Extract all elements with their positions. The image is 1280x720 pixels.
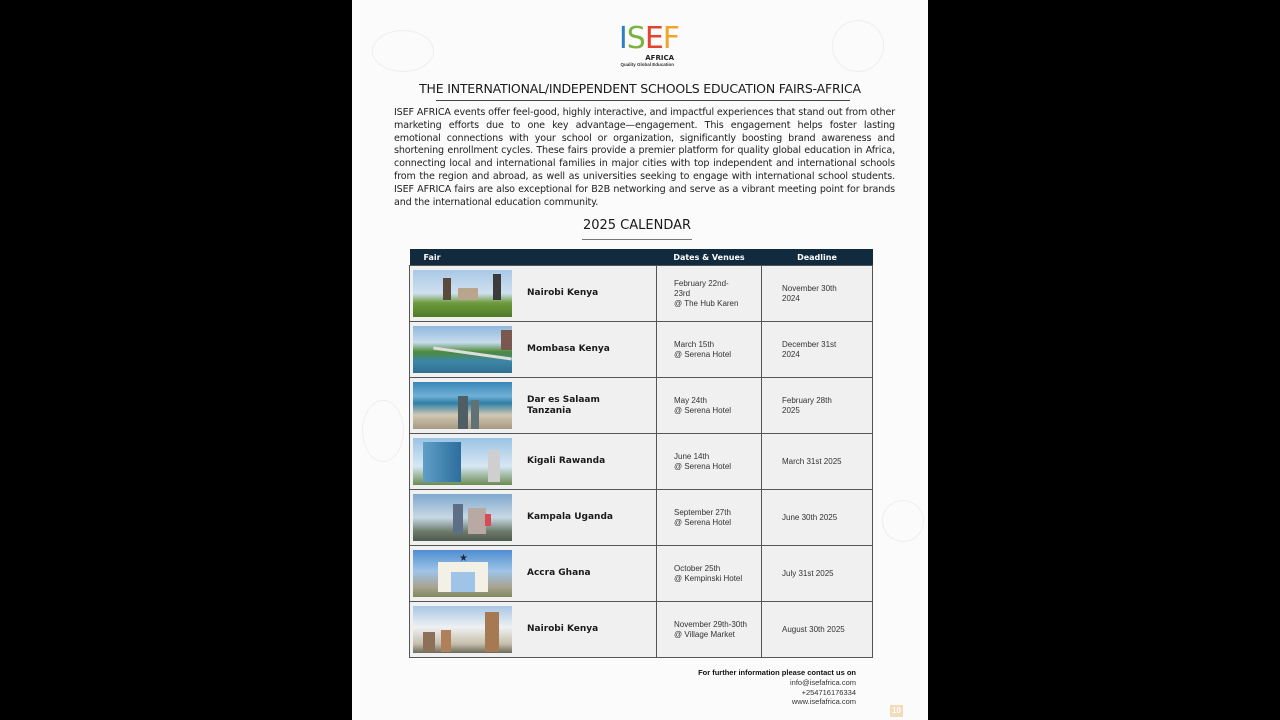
deadline-cell bbox=[762, 378, 873, 434]
city-photo bbox=[413, 606, 512, 653]
table-row bbox=[410, 434, 873, 490]
dates-venue: February 22nd- 23rd @ The Hub Karen bbox=[674, 278, 739, 308]
table-row bbox=[410, 322, 873, 378]
calendar-divider bbox=[582, 239, 692, 240]
fair-cell bbox=[410, 434, 657, 490]
city-photo bbox=[413, 438, 512, 485]
fair-cell bbox=[410, 546, 657, 602]
city-name: Kampala Uganda bbox=[527, 512, 613, 522]
city-photo bbox=[413, 326, 512, 373]
background-doodle bbox=[372, 30, 434, 72]
logo-letter: S bbox=[626, 21, 645, 56]
fair-cell bbox=[410, 490, 657, 546]
fair-cell bbox=[410, 602, 657, 658]
dates-venue: March 15th @ Serena Hotel bbox=[674, 339, 732, 359]
city-photo bbox=[413, 494, 512, 541]
city-name: Mombasa Kenya bbox=[527, 344, 610, 354]
page-title: THE INTERNATIONAL/INDEPENDENT SCHOOLS EDUCATION FAIRS-AFRICA bbox=[419, 81, 861, 96]
logo-wordmark bbox=[614, 21, 684, 56]
fair-cell bbox=[410, 378, 657, 434]
table-row bbox=[410, 378, 873, 434]
dates-venue-cell bbox=[657, 490, 762, 546]
city-photo bbox=[413, 382, 512, 429]
dates-venue: May 24th @ Serena Hotel bbox=[674, 395, 732, 415]
calendar-table bbox=[409, 249, 873, 658]
dates-venue: September 27th @ Serena Hotel bbox=[674, 507, 732, 527]
table-row bbox=[410, 266, 873, 322]
contact-website[interactable]: www.isefafrica.com bbox=[791, 697, 856, 707]
dates-venue: November 29th-30th @ Village Market bbox=[674, 619, 747, 639]
dates-venue-cell bbox=[657, 266, 762, 322]
intro-paragraph: ISEF AFRICA events offer feel-good, highly interactive, and impactful experiences that stand out from other marketing efforts due to one key advantage—engagement. This engagement helps foster lasting emotional connections with your school or organization, significantly boosting brand awareness and shortening enrollment cycles. These fairs provide a premier platform for quality global education in Africa, connecting local and international families in major cities with top independent and international schools from the region and abroad, as well as universities seeking to engage with international school students. ISEF AFRICA fairs are also exceptional for B2B networking and serve as a vibrant meeting point for brands and the international education community. bbox=[394, 107, 895, 208]
table-row bbox=[410, 546, 873, 602]
page-number: 10 bbox=[890, 705, 903, 717]
city-name: Accra Ghana bbox=[527, 568, 591, 578]
city-photo: ★ bbox=[413, 550, 512, 597]
contact-block bbox=[698, 668, 856, 707]
deadline: February 28th 2025 bbox=[782, 395, 832, 415]
calendar-title: 2025 CALENDAR bbox=[582, 218, 692, 233]
dates-venue-cell bbox=[657, 322, 762, 378]
fair-cell bbox=[410, 322, 657, 378]
background-doodle bbox=[882, 500, 924, 542]
logo-subtitle: AFRICA bbox=[645, 54, 674, 62]
deadline-cell bbox=[762, 322, 873, 378]
contact-lead: For further information please contact us on bbox=[698, 668, 856, 677]
dates-venue: June 14th @ Serena Hotel bbox=[674, 451, 732, 471]
dates-venue-cell bbox=[657, 378, 762, 434]
deadline: March 31st 2025 bbox=[782, 456, 842, 466]
city-photo bbox=[413, 270, 512, 317]
title-divider bbox=[436, 100, 850, 101]
logo-letter: I bbox=[618, 21, 627, 56]
deadline: June 30th 2025 bbox=[782, 512, 838, 522]
deadline-cell bbox=[762, 546, 873, 602]
background-doodle bbox=[832, 20, 884, 72]
deadline: August 30th 2025 bbox=[782, 624, 845, 634]
background-doodle bbox=[362, 400, 404, 462]
table-row bbox=[410, 490, 873, 546]
deadline-cell bbox=[762, 434, 873, 490]
city-name: Nairobi Kenya bbox=[527, 288, 599, 298]
document-page bbox=[352, 0, 928, 720]
logo-letter: E bbox=[644, 21, 663, 56]
isef-logo bbox=[614, 21, 684, 68]
column-header-deadline: Deadline bbox=[762, 249, 873, 266]
dates-venue: October 25th @ Kempinski Hotel bbox=[674, 563, 743, 583]
deadline-cell bbox=[762, 602, 873, 658]
deadline-cell bbox=[762, 266, 873, 322]
logo-tagline: Quality Global Education bbox=[620, 62, 674, 67]
city-name: Nairobi Kenya bbox=[527, 624, 599, 634]
dates-venue-cell bbox=[657, 434, 762, 490]
contact-email[interactable]: info@isefafrica.com bbox=[790, 677, 856, 687]
deadline-cell bbox=[762, 490, 873, 546]
dates-venue-cell bbox=[657, 546, 762, 602]
deadline: November 30th 2024 bbox=[782, 283, 837, 303]
column-header-dates: Dates & Venues bbox=[657, 249, 762, 266]
dates-venue-cell bbox=[657, 602, 762, 658]
contact-phone: +254716176334 bbox=[801, 687, 856, 697]
city-name: Dar es Salaam Tanzania bbox=[527, 394, 600, 416]
table-row bbox=[410, 602, 873, 658]
deadline: July 31st 2025 bbox=[782, 568, 834, 578]
deadline: December 31st 2024 bbox=[782, 339, 837, 359]
column-header-fair: Fair bbox=[410, 249, 657, 266]
city-name: Kigali Rawanda bbox=[527, 456, 606, 466]
logo-letter: F bbox=[662, 21, 680, 56]
table-header-row bbox=[410, 249, 873, 266]
fair-cell bbox=[410, 266, 657, 322]
